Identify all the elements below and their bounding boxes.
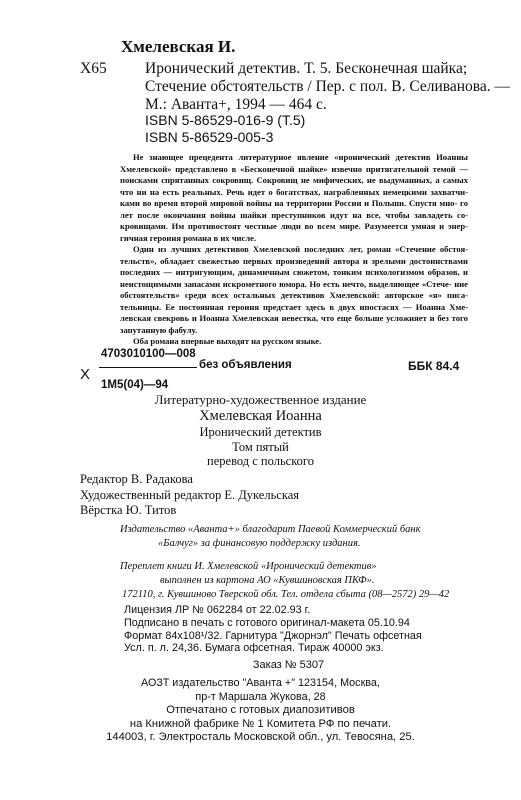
edition-translation: перевод с польского [207,454,314,468]
annotation-line: левская свекровь и Иоанна Хмелевская невестка, что еще больше усложняет и без [120,313,449,323]
fraction-rule [99,367,197,368]
printer-line: Отпечатано с готовых диапозитивов [166,704,355,716]
edition-author: Хмелевская Иоанна [199,408,322,424]
author-heading: Хмелевская И. [121,37,236,56]
classification-denominator: 1М5(04)—94 [101,379,169,391]
annotation-line: ние обстоятельств» среди всех остальных детективов Хмелевской: авторское «я» писа- [120,278,468,300]
annotation-line: поисками спрятанных сокровищ. Сокровищ не мифических, не выдуманных, а самых [120,175,468,185]
annotation-line: го лет после окончания войны шайки преступников идут на все, чтобы завладеть со- [120,198,468,220]
description-line: Иронический детектив. Т. 5. Бесконечная шайка; [145,60,468,77]
description-line: Стечение обстоятельств / Пер. с пол. В. Селиванова. — [145,78,511,95]
binding-line: Переплет книги И. Хмелевской «Иронический детектив» [120,561,377,572]
annotation-paragraph [120,244,468,336]
print-line: Формат 84х108¹/32. Гарнитура "Джорнэл" Печать офсетная [124,629,422,642]
bbk-code: ББК 84.4 [408,359,460,373]
annotation-line: тельств», обладает свежестью первых произведений автора и зрелыми достоинствами [120,255,468,266]
annotation-line: последних — интригующим, динамичным сюжетом, тонким психологизмом образов, [120,267,460,277]
publisher-line: пр-т Маршала Жукова, 28 [195,691,326,703]
printer-line: на Книжной фабрике № 1 Комитета РФ по печати. [129,717,392,730]
classification-numerator: 4703010100—008 [101,348,196,360]
no-announcement-note: без объявления [199,359,292,371]
annotation-line: и неистощимыми запасами искрометного юмора. Но есть нечто, выделяющее «Стече- [120,267,468,289]
annotation-line: ками во время второй мировой войны на территории России и Польши. Спустя мно- [120,198,458,208]
print-line: Подписано в печать с готового оригинал-макета 05.10.94 [124,616,410,629]
edition-type: Литературно-художественное издание [154,392,367,407]
annotation-paragraph [120,336,468,348]
print-info [124,604,422,655]
order-number: Заказ № 5307 [252,659,325,671]
annotation-line: того запутанную фабулу. [120,313,468,335]
binding-line: выполнен из картона АО «Кувшиновская ПКФ». [160,575,375,586]
bibliographic-description [145,60,510,114]
staff-line: Редактор В. Радакова [80,472,193,486]
binding-info [120,560,449,602]
annotation-line: Оба романа впервые выходят на русском языке. [133,336,322,346]
annotation-paragraph [120,152,468,244]
annotation-line: Не знающее прецедента литературное явление «иронический детектив Иоанны [133,152,468,162]
isbn-line: ISBN 5-86529-016-9 (Т.5) [145,112,306,128]
annotation-line: Хмелевской» представлено в «Бесконечной шайке» извечно притягательной темой — [120,163,468,174]
staff-line: Вёрстка Ю. Титов [80,503,177,517]
annotation [120,152,468,348]
annotation-line: гичная героиня романа в их числе. [120,232,257,243]
isbn-block [145,112,305,146]
shelf-code: Х65 [80,60,107,77]
publisher-line: АОЗТ издательство "Аванта +" 123154, Москва, [141,677,380,689]
isbn-line: ISBN 5-86529-005-3 [145,129,274,145]
printer-line: 144003, г. Электросталь Московской обл., ул. Тевосяна, 25. [106,731,415,743]
thanks-line: «Балчуг» за финансовую поддержку издания. [158,538,361,549]
sponsor-thanks [120,523,420,551]
print-line: Усл. п. л. 24,36. Бумага офсетная. Тираж 40000 экз. [124,642,384,655]
annotation-line: что ни на есть реальных. Речь идет о богатствах, награбленных немецкими захватчи- [120,186,468,197]
edition-series: Иронический детектив [199,425,322,439]
publisher-address [0,676,521,704]
staff-list [80,472,299,519]
annotation-line: Один из лучших детективов Хмелевской последних лет, роман «Стечение обстоя- [133,244,468,254]
thanks-line: Издательство «Аванта+» благодарит Паевой Коммерческий банк [120,524,421,535]
annotation-line: тельницы. Ее постоянная героиня предстает здесь в двух ипостасях — Иоанна Хме- [120,301,468,312]
print-line: Лицензия ЛР № 062284 от 22.02.93 г. [124,604,311,616]
classification-letter: Х [80,366,91,383]
staff-line: Художественный редактор Е. Дукельская [80,487,300,502]
binding-line: 172110, г. Кувшиново Тверской обл. Тел. отдела сбыта (08—2572) 29—42 [122,589,450,600]
description-line: М.: Аванта+, 1994 — 464 с. [145,96,327,113]
printer-info [0,704,521,745]
annotation-line: кровищами. Им противостоят честные люди во всем мире. Разумеется умная и энер- [120,221,468,231]
edition-volume: Том пятый [232,440,289,454]
